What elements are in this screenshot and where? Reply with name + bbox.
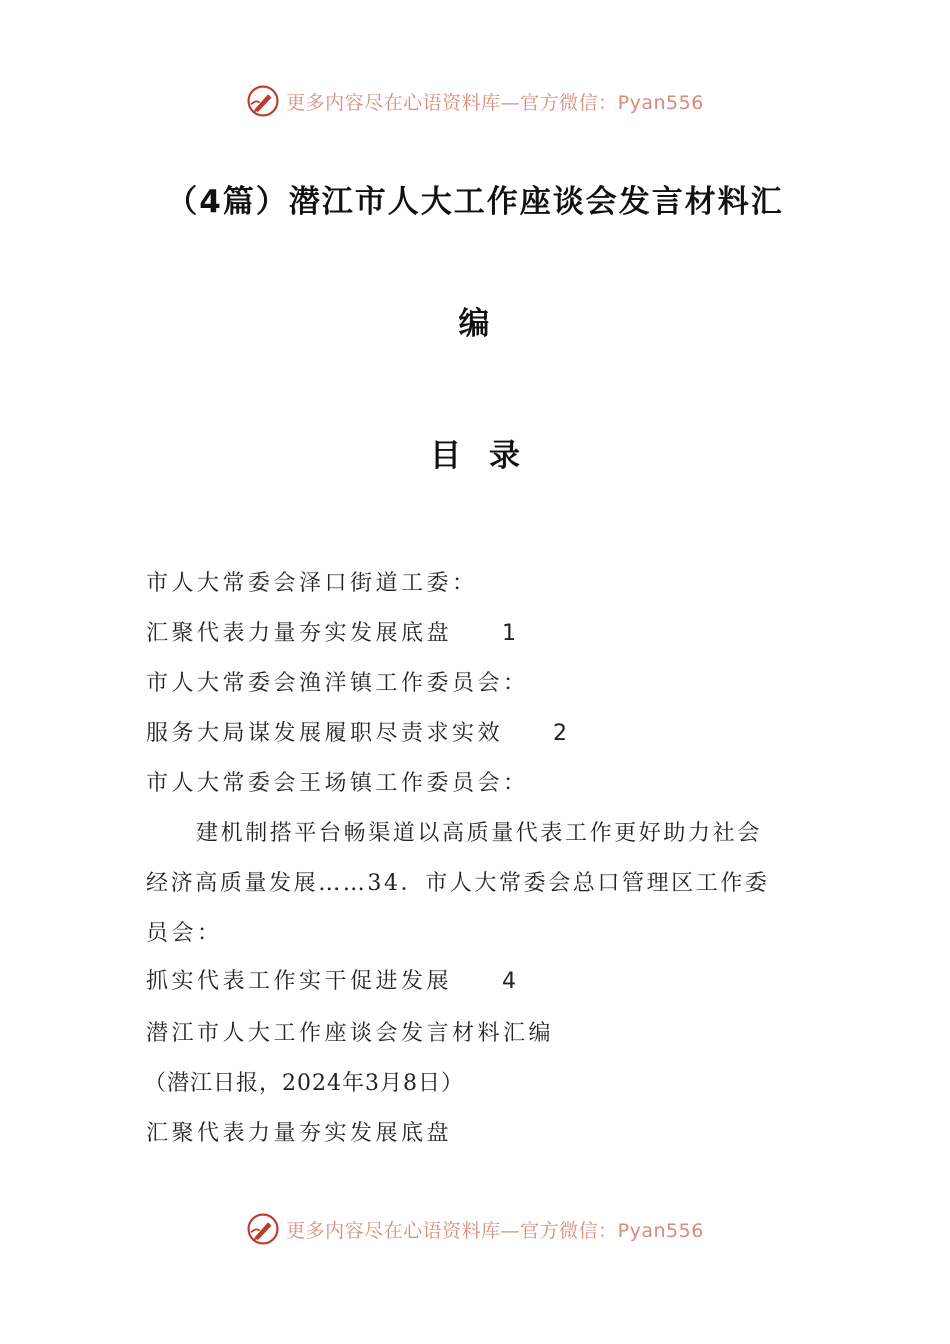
toc-entry-3-title-c: 员会： <box>146 921 223 946</box>
document-title-line-2: 编 <box>458 306 492 342</box>
toc-entry-4-title: 抓实代表工作实干促进发展 <box>146 969 453 994</box>
pen-logo-icon <box>246 84 280 118</box>
toc-entry-3-title-b: 经济高质量发展……34．市人大常委会总口管理区工作委 <box>146 871 770 896</box>
toc-heading: 目录 <box>430 438 548 474</box>
toc-entry-2-title: 服务大局谋发展履职尽责求实效 <box>146 721 504 746</box>
toc-entry-1 <box>146 616 516 647</box>
body-heading: 潜江市人大工作座谈会发言材料汇编 <box>146 1021 555 1046</box>
toc-entry-4-page: 4 <box>502 969 517 994</box>
watermark-banner-top <box>0 84 950 118</box>
watermark-text: 更多内容尽在心语资料库—官方微信：Pyan556 <box>286 1219 704 1242</box>
toc-entry-1-org: 市人大常委会泽口街道工委： <box>146 571 478 596</box>
toc-entry-2-page: 2 <box>553 721 568 746</box>
toc-entry-3-org: 市人大常委会王场镇工作委员会： <box>146 771 529 796</box>
pen-logo-icon <box>246 1212 280 1246</box>
toc-entry-1-title: 汇聚代表力量夯实发展底盘 <box>146 621 453 646</box>
toc-entry-2-org: 市人大常委会渔洋镇工作委员会： <box>146 671 529 696</box>
watermark-text: 更多内容尽在心语资料库—官方微信：Pyan556 <box>286 91 704 114</box>
watermark-banner-bottom <box>0 1212 950 1246</box>
toc-entry-3-title-a: 建机制搭平台畅渠道以高质量代表工作更好助力社会 <box>196 821 762 846</box>
toc-entry-4 <box>146 964 516 995</box>
toc-entry-2 <box>146 716 567 747</box>
toc-entry-1-page: 1 <box>502 621 517 646</box>
body-subtitle: 汇聚代表力量夯实发展底盘 <box>146 1121 453 1146</box>
document-title-line-1: （4篇）潜江市人大工作座谈会发言材料汇 <box>166 184 784 220</box>
body-source-line: （潜江日报，2024年3月8日） <box>144 1071 464 1096</box>
